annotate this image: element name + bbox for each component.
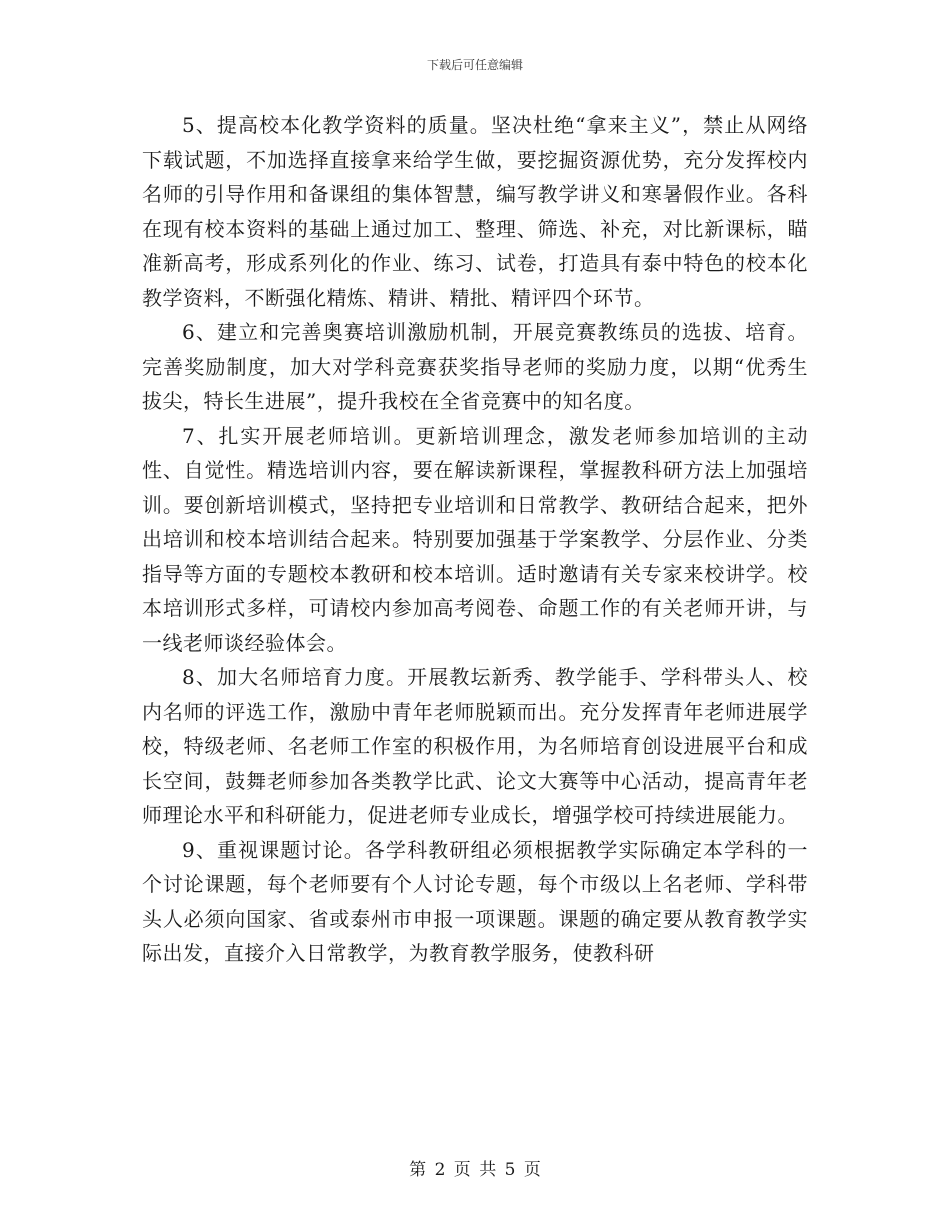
paragraph-6: 6、建立和完善奥赛培训激励机制，开展竞赛教练员的选拔、培育。完善奖励制度，加大对学科竞赛获奖指导老师的奖励力度，以期“优秀生拔尖，特长生进展”，提升我校在全省竞赛中的知名度。 bbox=[142, 320, 808, 413]
paragraph-5: 5、提高校本化教学资料的质量。坚决杜绝“拿来主义”，禁止从网络下载试题，不加选择直接拿来给学生做，要挖掘资源优势，充分发挥校内名师的引导作用和备课组的集体智慧，编写教学讲义和寒暑假作业。各科在现有校本资料的基础上通过加工、整理、筛选、补充，对比新课标，瞄准新高考，形成系列化的作业、练习、试卷，打造具有泰中特色的校本化教学资料，不断强化精炼、精讲、精批、精评四个环节。 bbox=[142, 113, 808, 310]
page-number: 第 2 页 共 5 页 bbox=[409, 1160, 541, 1180]
paragraph-9: 9、重视课题讨论。各学科教研组必须根据教学实际确定本学科的一个讨论课题，每个老师要有个人讨论专题，每个市级以上名老师、学科带头人必须向国家、省或泰州市申报一项课题。课题的确定要从教育教学实际出发，直接介入日常教学，为教育教学服务，使教科研 bbox=[142, 837, 808, 965]
paragraph-8: 8、加大名师培育力度。开展教坛新秀、教学能手、学科带头人、校内名师的评选工作，激励中青年老师脱颖而出。充分发挥青年老师进展学校，特级老师、名老师工作室的积极作用，为名师培育创设进展平台和成长空间，鼓舞老师参加各类教学比武、论文大赛等中心活动，提高青年老师理论水平和科研能力，促进老师专业成长，增强学校可持续进展能力。 bbox=[142, 665, 808, 827]
page-header: 下载后可任意编辑 bbox=[426, 58, 523, 72]
paragraph-7: 7、扎实开展老师培训。更新培训理念，激发老师参加培训的主动性、自觉性。精选培训内容，要在解读新课程，掌握教科研方法上加强培训。要创新培训模式，坚持把专业培训和日常教学、教研结合起来，把外出培训和校本培训结合起来。特别要加强基于学案教学、分层作业、分类指导等方面的专题校本教研和校本培训。适时邀请有关专家来校讲学。校本培训形式多样，可请校内参加高考阅卷、命题工作的有关老师开讲，与一线老师谈经验体会。 bbox=[142, 423, 808, 655]
document-body bbox=[142, 108, 808, 971]
